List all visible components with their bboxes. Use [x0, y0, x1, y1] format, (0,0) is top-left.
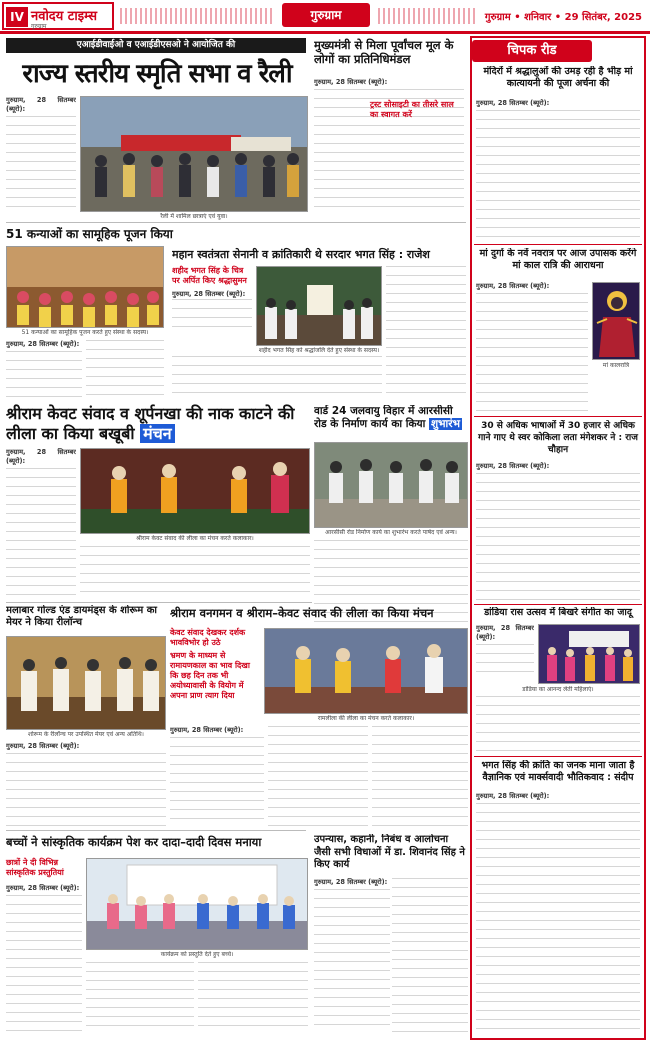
- kaalratri-caption: मां कालरात्रि: [602, 362, 630, 369]
- dadi-dateline: गुरुग्राम, 28 सितम्बर (ब्यूरो):: [6, 884, 80, 892]
- divider: [6, 222, 466, 223]
- sidebar-story3-lines: [476, 473, 640, 601]
- newspaper-logo: [2, 2, 114, 30]
- sidebar-story4-more: [476, 696, 640, 752]
- ramlila-headline-highlight: मंचन: [140, 424, 175, 443]
- divider: [6, 830, 306, 831]
- lead-strapline: एआईडीवाईओ व एआईडीएसओ ने आयोजित की: [6, 38, 306, 53]
- sidebar-story5-lines: [476, 803, 640, 1031]
- upanyas-dateline: गुरुग्राम, 28 सितम्बर (ब्यूरो):: [314, 878, 388, 886]
- bhagat-subhead: शहीद भगत सिंह के चित्र पर अर्पित किए श्रद्धासुमन: [172, 266, 247, 285]
- bhagat-text-lines: [172, 299, 252, 335]
- vanagaman-photo: [264, 628, 468, 714]
- pooja-caption: 51 कन्याओं का सामूहिक पूजन करते हुए संस्था के सदस्य।: [21, 329, 149, 336]
- vanagaman-bullets: [170, 628, 260, 701]
- road-caption: आरसीसी रोड निर्माण कार्य का शुभारंभ करते पार्षद एवं अन्य।: [325, 529, 457, 536]
- ramlila-body-col1: [6, 448, 76, 598]
- sidebar-story1-dateline: गुरुग्राम, 28 सितम्बर (ब्यूरो):: [476, 99, 550, 107]
- malabar-body: [6, 742, 166, 828]
- vanagaman-caption: रामलीला की लीला का मंचन करते कलाकार।: [317, 715, 415, 722]
- logo-title: नवोदय टाइम्स: [31, 9, 98, 24]
- dadi-text-lines: [6, 895, 82, 1033]
- pooja-photo: [6, 246, 164, 328]
- sidebar-story2-lines: [476, 293, 588, 411]
- ramlila-text-lines: [6, 468, 76, 598]
- malabar-text-lines: [6, 753, 166, 827]
- malabar-caption: शोरूम के रीलॉन्च पर उपस्थित मेयर एवं अन्य अतिथि।: [28, 731, 144, 738]
- sidebar-story2-headline: मां दुर्गा के नवें नवरात्र पर आज उपासक करेंगे मां काल रात्रि की आराधना: [479, 248, 637, 271]
- sidebar-story1-lines: [476, 110, 640, 238]
- lead-photo: [80, 96, 308, 212]
- kaalratri-photo: [592, 282, 640, 360]
- divider: [6, 602, 312, 603]
- vanagaman-bullet-1: केवट संवाद देखकर दर्शक भावविभोर हो उठे: [170, 628, 246, 647]
- dadi-photo-illustration: [87, 859, 308, 950]
- road-headline: [314, 405, 468, 439]
- malabar-dateline: गुरुग्राम, 28 सितम्बर (ब्यूरो):: [6, 742, 80, 750]
- dandiya-photo: [538, 624, 640, 684]
- dadi-headline: बच्चों ने सांस्कृतिक कार्यक्रम पेश कर दादा–दादी दिवस मनाया: [6, 835, 262, 849]
- dadi-body-col3: [198, 962, 308, 1034]
- sidebar-story3-headline: 30 से अधिक भाषाओं में 30 हजार से अधिक गाने गाए थे स्वर कोकिला लता मंगेशकर ने : राज चौहान: [478, 421, 638, 455]
- malabar-photo-illustration: [7, 637, 166, 730]
- ramlila-body-bottom: [80, 546, 310, 598]
- upanyas-body-col2: [392, 878, 468, 1034]
- section-badge: गुरुग्राम: [282, 3, 370, 27]
- cm-story-headline: मुख्यमंत्री से मिला पूर्वांचल मूल के लोगों का प्रतिनिधिमंडल: [314, 38, 454, 66]
- dadi-body-col2: [86, 962, 194, 1034]
- divider: [474, 756, 642, 757]
- vanagaman-text-lines: [170, 737, 264, 825]
- dandiya-illustration: [539, 625, 640, 684]
- pooja-photo-illustration: [7, 247, 164, 328]
- bhagat-photo: [256, 266, 382, 346]
- masthead-pattern-left: [120, 8, 275, 24]
- road-photo: [314, 442, 468, 528]
- upanyas-body-col1: [314, 878, 390, 1034]
- logo-mark: IV: [6, 7, 28, 27]
- road-headline-highlight: शुभारंभ: [431, 418, 460, 430]
- bhagat-body-col1: [172, 290, 252, 336]
- sidebar-story3-dateline: गुरुग्राम, 28 सितम्बर (ब्यूरो):: [476, 462, 550, 470]
- lead-text-lines: [6, 116, 76, 214]
- vanagaman-body-col2: [268, 726, 368, 826]
- pooja-dateline: गुरुग्राम, 28 सितम्बर (ब्यूरो):: [6, 340, 80, 348]
- vanagaman-bullet-2: भ्रमण के माध्यम से रामायणकाल का भाव दिखा कि छह दिन तक भी अयोध्यावासी के वियोग में अपना प्राण त्याग दिया: [170, 651, 250, 700]
- vanagaman-photo-illustration: [265, 629, 468, 714]
- malabar-headline: मलाबार गोल्ड एंड डायमंड्स के शोरूम का मेयर ने किया रीलॉन्च: [6, 605, 157, 628]
- sidebar-story1-headline: मंदिरों में श्रद्धालुओं की उमड़ रही है भीड़ मां कात्यायनी की पूजा अर्चना की: [483, 66, 633, 89]
- ramlila-photo: [80, 448, 310, 534]
- rally-photo-illustration: [81, 97, 308, 212]
- sidebar-story4-headline: डांडिया रास उत्सव में बिखरे संगीत का जादू: [484, 607, 632, 618]
- sidebar-story3-body: [476, 462, 640, 602]
- sidebar-story4-body: [476, 624, 534, 680]
- dandiya-caption: डांडिया का आनन्द लेती महिलाएं।: [522, 686, 594, 693]
- lead-photo-caption: रैली में शामिल छात्राएं एवं युवा।: [160, 213, 228, 220]
- ramlila-photo-illustration: [81, 449, 310, 534]
- sidebar-story5-body: [476, 792, 640, 1034]
- bhagat-headline: महान स्वतंत्रता सेनानी व क्रांतिकारी थे सरदार भगत सिंह : राजेश: [172, 248, 430, 261]
- pooja-text-lines: [6, 351, 82, 397]
- upanyas-headline: उपन्यास, कहानी, निबंध व आलोचना जैसी सभी विधाओं में डा. शिवानंद सिंह ने किए कार्य: [314, 834, 465, 870]
- dadi-body-col1: [6, 884, 82, 1034]
- bhagat-body-bottom: [172, 356, 382, 398]
- dadi-photo: [86, 858, 308, 950]
- lead-headline: राज्य स्तरीय स्मृति सभा व रैली: [22, 59, 292, 89]
- pooja-body-col1: [6, 340, 82, 398]
- sidebar-story2-dateline: गुरुग्राम, 28 सितम्बर (ब्यूरो):: [476, 282, 550, 290]
- cm-story-body: [314, 78, 464, 218]
- lead-body-col1: [6, 96, 76, 214]
- road-headline-text: वार्ड 24 जलवायु विहार में आरसीसी रोड के निर्माण कार्य का किया: [314, 405, 453, 430]
- vanagaman-body-col1: [170, 726, 264, 826]
- sidebar-story4-lines: [476, 644, 534, 680]
- divider: [474, 416, 642, 417]
- sidebar-story2-body: [476, 282, 588, 412]
- dadi-caption: कार्यक्रम को प्रस्तुति देते हुए बच्चे।: [160, 951, 234, 958]
- masthead-pattern-right: [378, 8, 478, 24]
- pooja-body-col2: [86, 340, 164, 398]
- road-photo-illustration: [315, 443, 468, 528]
- logo-subtitle: गुरुग्राम: [31, 23, 47, 30]
- cm-story-dateline: गुरुग्राम, 28 सितम्बर (ब्यूरो):: [314, 78, 388, 86]
- ramlila-headline: [6, 404, 310, 444]
- ramlila-caption: श्रीराम केवट संवाद की लीला का मंचन करते कलाकार।: [136, 535, 254, 542]
- sidebar-title: चिपक रीड: [472, 40, 592, 62]
- sidebar-story5-headline: भगत सिंह की क्रांति का जनक माना जाता है वैज्ञानिक एवं मार्क्सवादी भौतिकवाद : संदीप: [481, 760, 635, 783]
- pooja-headline: 51 कन्याओं का सामूहिक पूजन किया: [6, 227, 173, 241]
- vanagaman-body-col3: [372, 726, 468, 826]
- sidebar-story1-body: [476, 99, 640, 239]
- cm-story-subhead: ट्रस्ट सोसाइटी का तीसरे साल का स्वागत करें: [370, 100, 454, 119]
- page-dateline: गुरुग्राम • शनिवार • 29 सितंबर, 2025: [484, 12, 642, 23]
- vanagaman-dateline: गुरुग्राम, 28 सितम्बर (ब्यूरो):: [170, 726, 244, 734]
- ramlila-dateline: गुरुग्राम, 28 सितम्बर (ब्यूरो):: [6, 448, 76, 465]
- malabar-photo: [6, 636, 166, 730]
- sidebar-story4-dateline: गुरुग्राम, 28 सितम्बर (ब्यूरो):: [476, 624, 534, 641]
- upanyas-text-lines: [314, 889, 390, 1033]
- divider: [474, 604, 642, 605]
- divider: [474, 244, 642, 245]
- dadi-subhead: छात्रों ने दी विभिन्न सांस्कृतिक प्रस्तुतियां: [6, 858, 64, 877]
- bhagat-caption: शहीद भगत सिंह को श्रद्धांजलि देते हुए संस्था के सदस्य।: [258, 347, 380, 354]
- bhagat-body-col3: [386, 266, 466, 396]
- masthead: [0, 0, 650, 34]
- bhagat-dateline: गुरुग्राम, 28 सितम्बर (ब्यूरो):: [172, 290, 246, 298]
- ramlila-headline-text: श्रीराम केवट संवाद व शूर्पनखा की नाक काटने की लीला का किया बखूबी: [6, 404, 295, 443]
- sidebar-story5-dateline: गुरुग्राम, 28 सितम्बर (ब्यूरो):: [476, 792, 550, 800]
- vanagaman-headline: श्रीराम वनगमन व श्रीराम–केवट संवाद की लीला का किया मंचन: [170, 606, 434, 620]
- goddess-illustration: [593, 283, 640, 360]
- lead-dateline: गुरुग्राम, 28 सितम्बर (ब्यूरो):: [6, 96, 76, 113]
- bhagat-photo-illustration: [257, 267, 382, 346]
